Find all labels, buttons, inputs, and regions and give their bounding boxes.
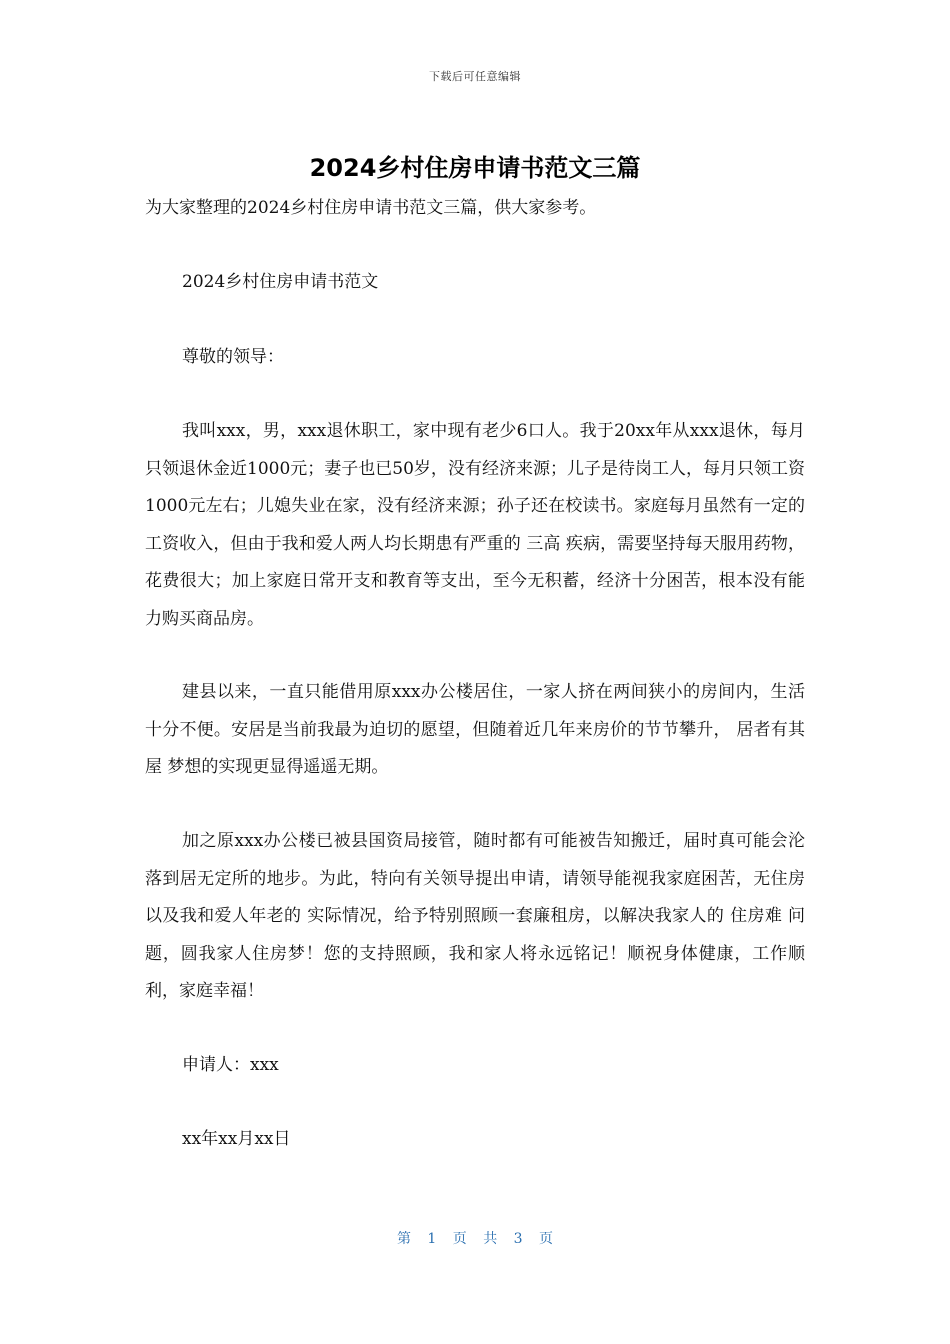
document-title: 2024乡村住房申请书范文三篇 xyxy=(309,154,641,182)
section-subheading: 2024乡村住房申请书范文 xyxy=(182,272,379,292)
greeting-line: 尊敬的领导： xyxy=(182,347,284,367)
date-line: xx年xx月xx日 xyxy=(182,1129,291,1149)
applicant-line: 申请人：xxx xyxy=(182,1055,279,1075)
header-note: 下载后可任意编辑 xyxy=(429,70,521,83)
body-paragraph-1: 我叫xxx，男，xxx退休职工，家中现有老少6口人。我于20xx年从xxx退休，每月只领退休金近1000元；妻子也已50岁，没有经济来源；儿子是待岗工人，每月只领工资1000元左右；儿媳失业在家，没有经济来源；孙子还在校读书。家庭每月虽然有一定的工资收入，但由于我和爱人两人均长期患有严重的 三高 疾病，需要坚持每天服用药物，花费很大；加上家庭日常开支和教育等支出，至今无积蓄，经济十分困苦，根本没有能力购买商品房。 xyxy=(145,421,805,629)
page-number-footer: 第 1 页 共 3 页 xyxy=(396,1231,554,1247)
body-paragraph-3: 加之原xxx办公楼已被县国资局接管，随时都有可能被告知搬迁，届时真可能会沦落到居无定所的地步。为此，特向有关领导提出申请，请领导能视我家庭困苦，无住房以及我和爱人年老的 实际情况，给予特别照顾一套廉租房，以解决我家人的 住房难 问题，圆我家人住房梦！您的支持照顾，我和家人将永远铭记！顺祝身体健康，工作顺利，家庭幸福！ xyxy=(145,831,805,1001)
intro-paragraph: 为大家整理的2024乡村住房申请书范文三篇，供大家参考。 xyxy=(145,198,597,218)
body-paragraph-2: 建县以来，一直只能借用原xxx办公楼居住，一家人挤在两间狭小的房间内，生活十分不便。安居是当前我最为迫切的愿望，但随着近几年来房价的节节攀升， 居者有其屋 梦想的实现更显得遥遥无期。 xyxy=(145,682,805,777)
